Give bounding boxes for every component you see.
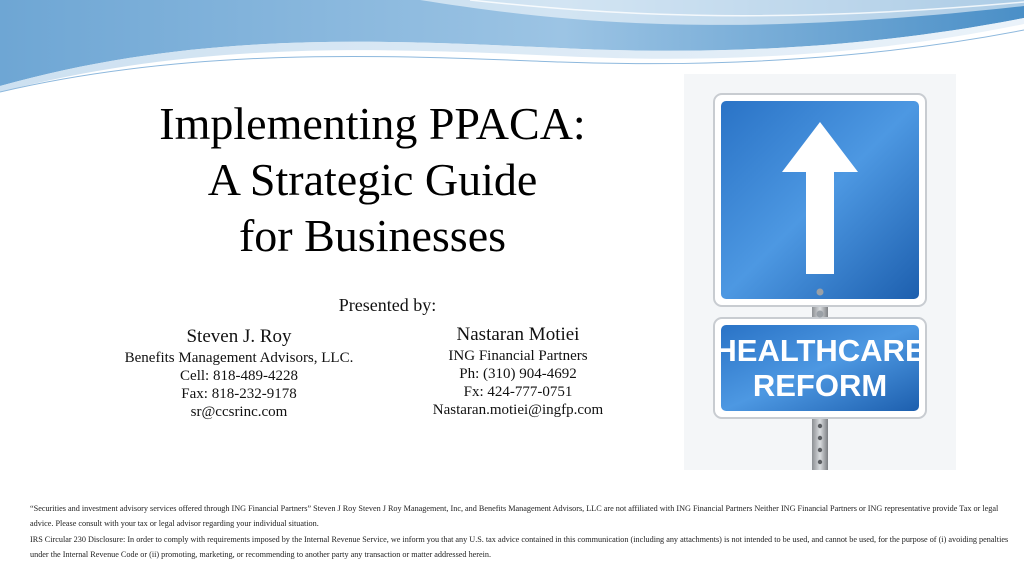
legal-disclaimer xyxy=(30,502,1020,564)
disclaimer-securities: “Securities and investment advisory services offered through ING Financial Partners” Steven J Roy Steven J Roy Management, Inc, and Benefits Management Advisors, LLC are not affiliated with ING Financial Partners Neither ING Financial Partners or ING representative provide Tax or legal advice. Please consult with your tax or legal advisor regarding your individual situation. xyxy=(30,504,999,528)
presenter-left-contact xyxy=(108,325,370,421)
presented-by-label: Presented by: xyxy=(338,295,437,315)
presenter-right-fax: Fx: 424-777-0751 xyxy=(463,384,573,400)
presenter-left-email: sr@ccsrinc.com xyxy=(190,404,288,420)
slide-title xyxy=(100,96,645,264)
sign-text-line-2: REFORM xyxy=(752,368,888,403)
presenter-left-cell: Cell: 818-489-4228 xyxy=(180,368,298,384)
title-line-2: A Strategic Guide xyxy=(207,154,538,205)
presenter-left-name: Steven J. Roy xyxy=(186,326,292,347)
presenter-left-company: Benefits Management Advisors, LLC. xyxy=(124,350,354,366)
presenter-right-company: ING Financial Partners xyxy=(448,348,588,364)
title-line-3: for Businesses xyxy=(238,210,507,261)
presenter-left-fax: Fax: 818-232-9178 xyxy=(181,386,297,402)
presenter-right-contact xyxy=(410,323,626,419)
disclaimer-irs-circular: IRS Circular 230 Disclosure: In order to comply with requirements imposed by the Internal Revenue Service, we inform you that any U.S. tax advice contained in this communication (including any attachments) is not intended to be used, and cannot be used, for the purpose of (i) avoiding penalties under the Internal Revenue Code or (ii) promoting, marketing, or recommending to another party any transaction or matter addressed herein. xyxy=(30,535,1009,559)
presenter-right-phone: Ph: (310) 904-4692 xyxy=(459,366,577,382)
healthcare-reform-sign-image xyxy=(684,74,956,470)
sign-text-line-1: HEALTHCARE xyxy=(714,333,926,368)
presenter-right-name: Nastaran Motiei xyxy=(456,324,580,345)
title-line-1: Implementing PPACA: xyxy=(159,98,586,149)
presenter-right-email: Nastaran.motiei@ingfp.com xyxy=(432,402,604,418)
